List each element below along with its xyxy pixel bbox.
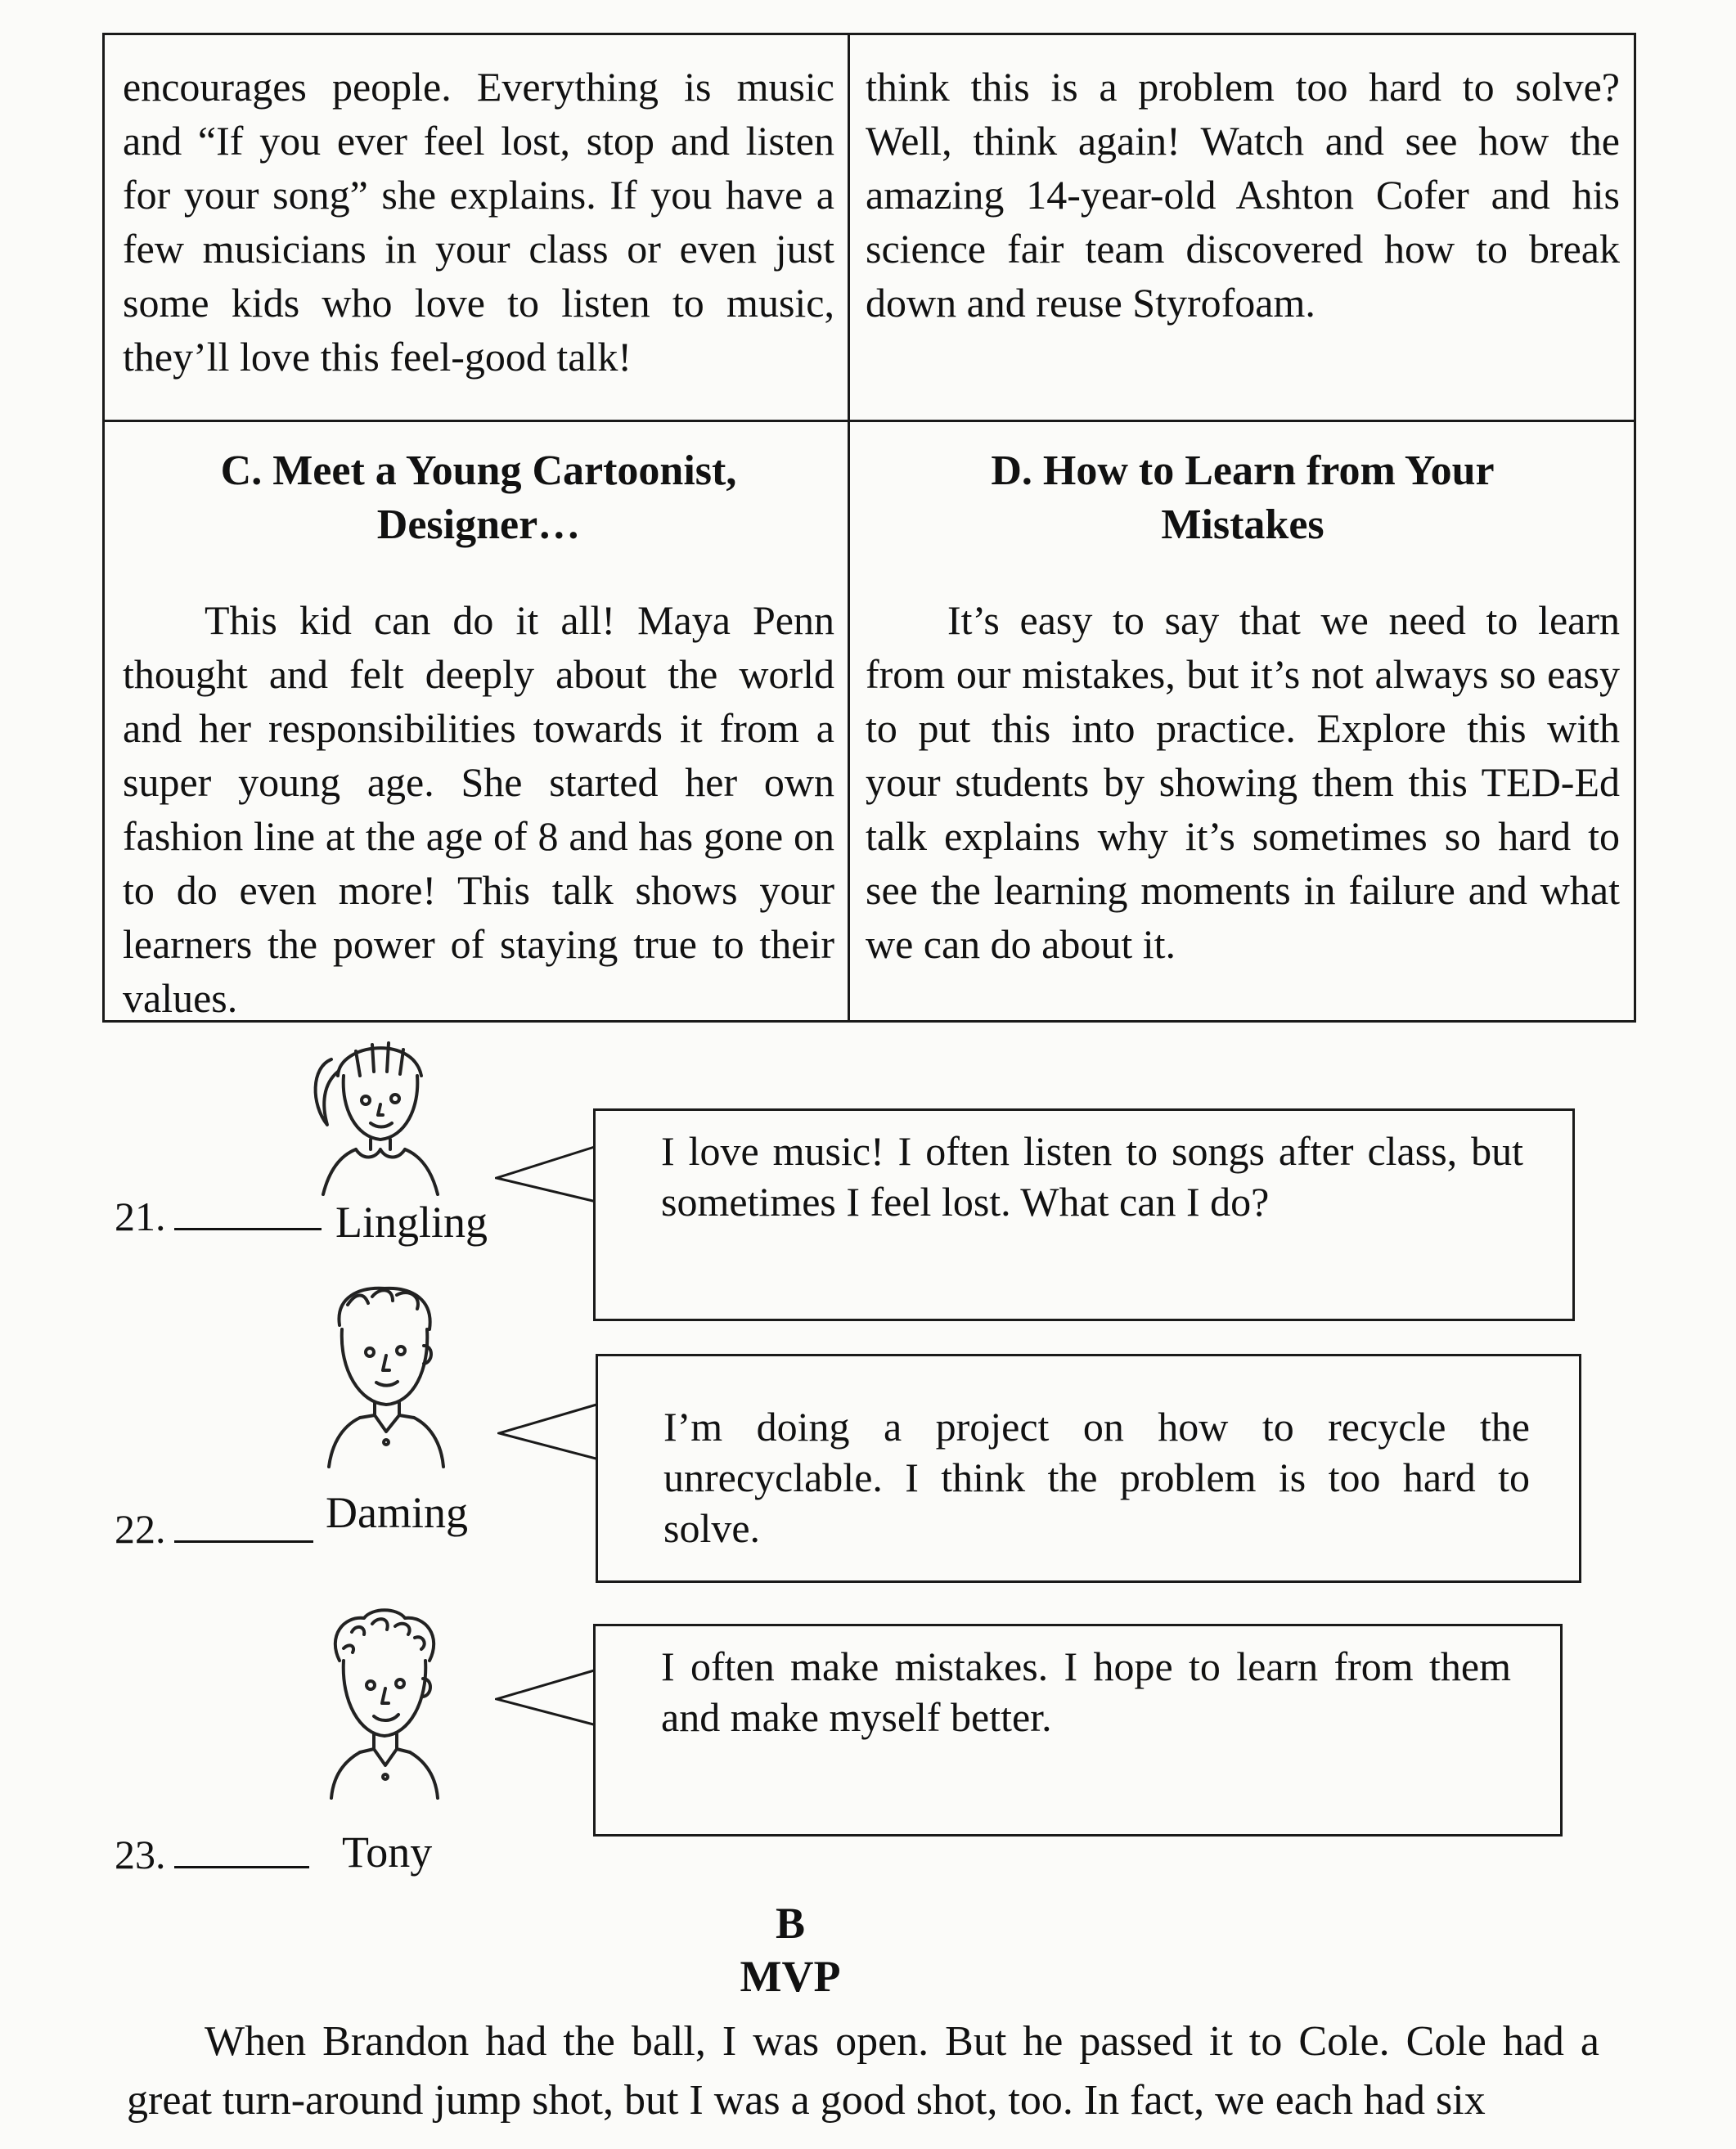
- question-number-22: [115, 1505, 313, 1553]
- cell-b-text: encourages people. Everything is music and “If you ever feel lost, stop and listen for your song” she explains. If you have a few musicians in your class or even just some kids who love to listen to music, they’ll love this feel-good talk!: [123, 64, 834, 380]
- speech-bubble-21: [593, 1108, 1575, 1321]
- question-number-21: [115, 1193, 322, 1240]
- question-23-number-label: 23.: [115, 1832, 166, 1877]
- speech-tail-21: [495, 1141, 601, 1207]
- boy-tony-avatar-icon: [315, 1603, 454, 1800]
- cell-c-title: [123, 444, 834, 552]
- question-21-number-label: 21.: [115, 1194, 166, 1239]
- cell-c-title-line2: Designer…: [376, 501, 581, 548]
- table-column-divider: [848, 35, 850, 1020]
- answer-blank-23[interactable]: [174, 1858, 309, 1868]
- answer-blank-21[interactable]: [174, 1220, 322, 1230]
- boy-daming-avatar-icon: [311, 1280, 458, 1468]
- cell-a-text: think this is a problem too hard to solve? Well, think again! Watch and see how the amazing 14-year-old Ashton Cofer and his science fair team discovered how to break down and reuse Styrofoam.: [866, 64, 1620, 326]
- cell-c-title-line1: C. Meet a Young Cartoonist,: [220, 447, 737, 494]
- cell-d-body: It’s easy to say that we need to learn from our mistakes, but it’s not always so easy to put this into practice. Explore this with your students by showing them this TED-Ed talk explains why it’s sometimes so hard to see the learning moments in failure and what we can do about it.: [866, 597, 1620, 967]
- speech-bubble-22: [596, 1354, 1581, 1583]
- reading-table: [102, 33, 1636, 1023]
- passage-paragraph: When Brandon had the ball, I was open. But he passed it to Cole. Cole had a great turn-around jump shot, but I was a good shot, too. In fact, we each had six: [127, 2018, 1599, 2124]
- cell-c: [123, 444, 834, 1025]
- table-row-divider: [105, 420, 1634, 422]
- cell-b-continued: [123, 60, 834, 384]
- girl-avatar-icon: [299, 1027, 462, 1198]
- section-letter: B: [775, 1899, 806, 1948]
- cell-d-title-line1: D. How to Learn from Your: [991, 447, 1495, 494]
- cell-c-body: This kid can do it all! Maya Penn thought and felt deeply about the world and her responsibilities towards it from a super young age. She started her own fashion line at the age of 8 and has gone on to do even more! This talk shows your learners the power of staying true to their values.: [123, 597, 834, 1021]
- passage-text: [127, 2012, 1599, 2130]
- cell-d: [866, 444, 1620, 971]
- passage-title: MVP: [740, 1952, 841, 2001]
- speech-tail-23: [495, 1665, 601, 1730]
- cell-d-title-line2: Mistakes: [1161, 501, 1324, 548]
- speech-text-22: I’m doing a project on how to recycle the unrecyclable. I think the problem is too hard to solve.: [663, 1404, 1530, 1551]
- speech-text-21: I love music! I often listen to songs after class, but sometimes I feel lost. What can I do?: [661, 1128, 1523, 1225]
- speaker-name-tony: Tony: [342, 1828, 433, 1877]
- cell-a-continued: [866, 60, 1620, 330]
- speech-tail-22: [497, 1399, 604, 1464]
- question-22-number-label: 22.: [115, 1506, 166, 1552]
- question-number-23: [115, 1831, 309, 1878]
- speech-text-23: I often make mistakes. I hope to learn from them and make myself better.: [661, 1643, 1511, 1740]
- speaker-name-lingling: Lingling: [335, 1198, 488, 1247]
- answer-blank-22[interactable]: [174, 1532, 313, 1543]
- cell-d-title: [866, 444, 1620, 552]
- speech-bubble-23: [593, 1624, 1563, 1837]
- speaker-name-daming: Daming: [326, 1488, 468, 1537]
